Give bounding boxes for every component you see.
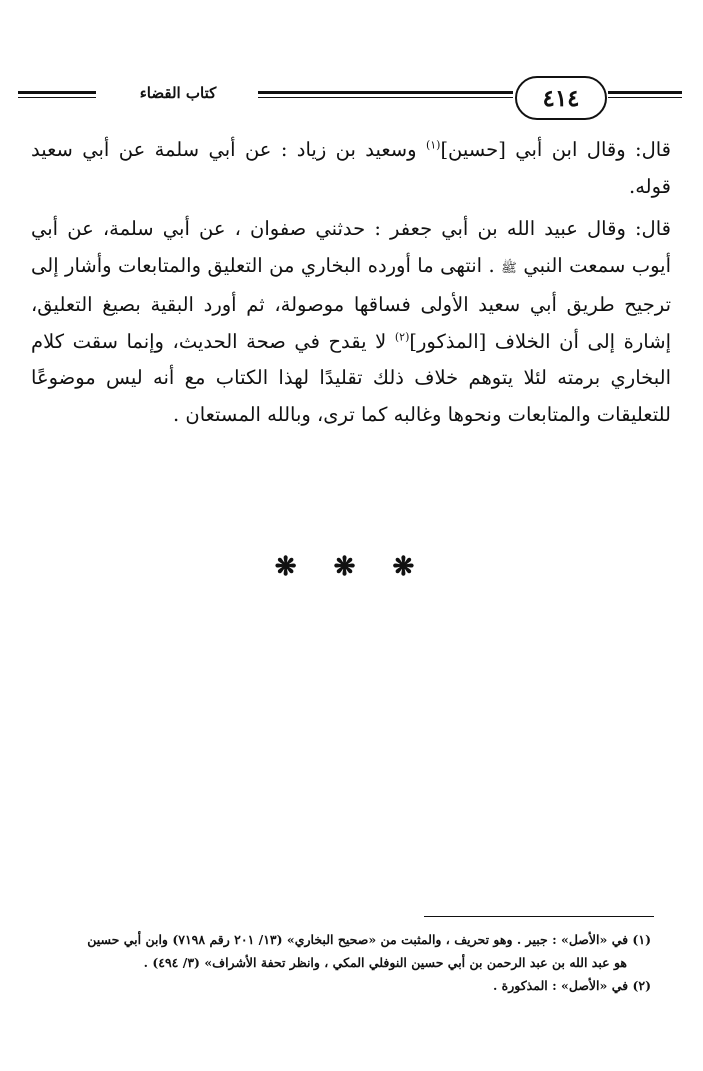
paragraph-1-text-after: وسعيد بن زياد : عن أبي سلمة عن أبي سعيد قوله.: [31, 138, 671, 198]
footnote-ref-1: (١): [425, 138, 441, 152]
header-rule-middle: [258, 91, 513, 98]
honorific-glyph: ﷺ: [501, 260, 517, 276]
footnote-ref-2: (٢): [394, 330, 410, 343]
main-text: [31, 132, 671, 433]
footnotes: [31, 928, 651, 997]
paragraph-2-text-after: لا يقدح في صحة الحديث، وإنما سقت كلام البخاري برمته لئلا يتوهم خلاف ذلك تقليدًا لهذا الكتاب مع أنه ليس موضوعًا للتعليقات والمتابعات ونحوها وغالبه كما ترى، وبالله المستعان .: [31, 329, 671, 426]
page-header: [18, 76, 682, 126]
footnote-1: (١) في «الأصل» : جبير . وهو تحريف ، والمثبت من «صحيح البخاري» (١٣/ ٢٠١ رقم ٧١٩٨) وابن أبي حسين: [87, 932, 651, 947]
header-rule-left: [18, 91, 96, 98]
header-rule-right: [608, 91, 682, 98]
paragraph-2-text-before: قال: وقال عبيد الله بن أبي جعفر : حدثني صفوان ، عن أبي سلمة، عن أبي أيوب سمعت النبي: [31, 217, 672, 277]
book-title: كتاب القضاء: [139, 84, 217, 102]
paragraph-1-text-before: قال: وقال ابن أبي [حسين]: [440, 138, 671, 161]
footnote-2: (٢) في «الأصل» : المذكورة .: [492, 978, 651, 993]
page-number: ٤١٤: [515, 76, 607, 120]
footnote-1-continued: هو عبد الله بن عبد الرحمن بن أبي حسين النوفلي المكي ، وانظر تحفة الأشراف» (٣/ ٤٩٤) .: [143, 955, 627, 970]
section-separator-stars: ❋ ❋ ❋: [274, 552, 429, 582]
paragraph-2: [31, 211, 671, 433]
paragraph-1: [31, 132, 671, 205]
footnote-divider: [424, 916, 654, 917]
paragraph-2-text-middle: . انتهى ما أورده البخاري من التعليق والمتابعات وأشار إلى ترجيح طريق أبي سعيد الأولى فساقها موصولة، ثم أورد البقية بصيغ التعليق، إشارة إلى أن الخلاف [المذكور]: [31, 253, 671, 353]
